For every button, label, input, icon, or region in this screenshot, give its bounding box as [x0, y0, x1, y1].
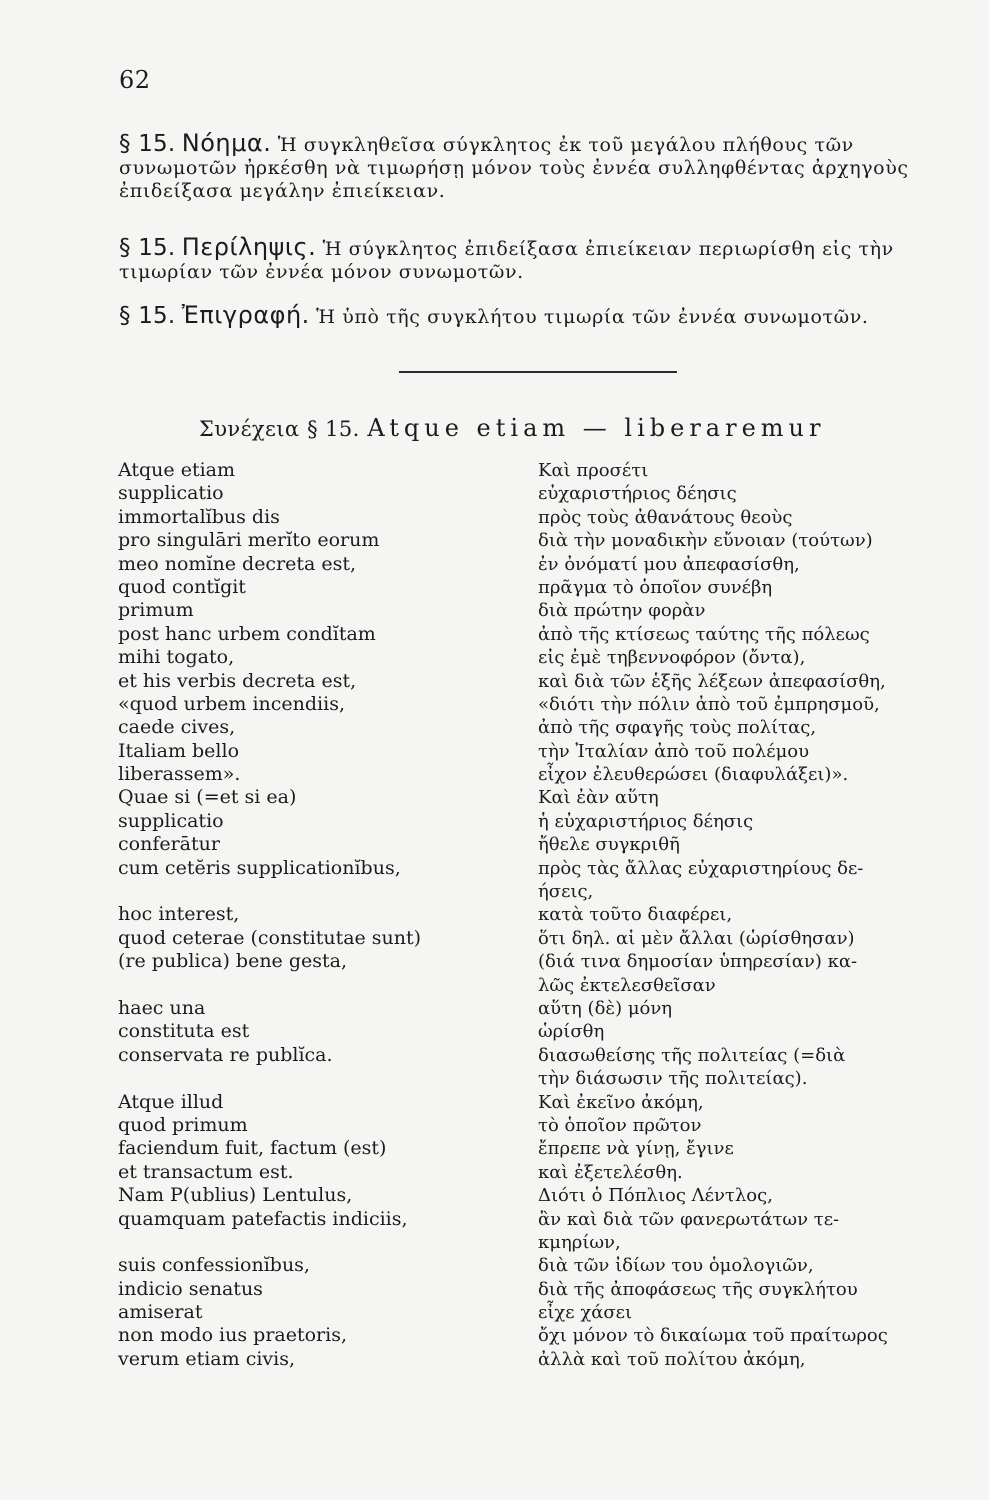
latin-line: primum	[118, 599, 194, 622]
latin-line: conferātur	[118, 833, 220, 856]
greek-line: ἤθελε συγκριθῆ	[538, 834, 680, 856]
page-number: 62	[119, 66, 151, 94]
greek-line: καὶ ἐξετελέσθη.	[538, 1161, 683, 1183]
summary-meaning	[119, 129, 959, 203]
greek-line: ἂν καὶ διὰ τῶν φανερωτάτων τε-	[538, 1208, 840, 1230]
greek-line: Καὶ ἐὰν αὕτη	[538, 787, 659, 809]
summary-line: ἐπιδείξασα μεγάλην ἐπιείκειαν.	[119, 180, 446, 202]
greek-line: (διά τινα δημοσίαν ὑπηρεσίαν) κα-	[538, 951, 858, 973]
latin-line: supplicatio	[118, 809, 224, 832]
greek-line: αὕτη (δὲ) μόνη	[538, 997, 673, 1019]
greek-line: πρὸς τὰς ἄλλας εὐχαριστηρίους δε-	[538, 857, 864, 879]
latin-line: pro singulāri merĭto eorum	[118, 529, 380, 552]
latin-line: supplicatio	[118, 482, 224, 505]
greek-line: ἀλλὰ καὶ τοῦ πολίτου ἀκόμη,	[538, 1348, 806, 1370]
section-number: § 15.	[119, 303, 176, 329]
greek-translation-column	[538, 459, 968, 1371]
section-number: § 15.	[119, 235, 176, 261]
greek-line: Καὶ ἐκεῖνο ἀκόμη,	[538, 1091, 704, 1113]
greek-line: ἡ εὐχαριστήριος δέησις	[538, 810, 754, 832]
latin-line: cum cetĕris supplicationĭbus,	[118, 856, 401, 879]
greek-line: ἀπὸ τῆς σφαγῆς τοὺς πολίτας,	[538, 717, 817, 739]
greek-line: Διότι ὁ Πόπλιος Λέντλος,	[538, 1185, 773, 1207]
greek-line: ὡρίσθη	[538, 1021, 605, 1043]
latin-line: post hanc urbem condĭtam	[118, 622, 376, 645]
summary-text: Ἡ συγκληθεῖσα σύγκλητος ἐκ τοῦ μεγάλου πλήθους τῶν	[277, 134, 854, 156]
greek-line: ὅτι δηλ. αἱ μὲν ἄλλαι (ὡρίσθησαν)	[538, 927, 855, 949]
latin-line: et transactum est.	[118, 1160, 294, 1183]
latin-line: conservata re publĭca.	[118, 1043, 333, 1066]
greek-line: «διότι τὴν πόλιν ἀπὸ τοῦ ἐμπρησμοῦ,	[538, 693, 880, 715]
greek-line: κμηρίων,	[538, 1231, 621, 1253]
section-number: § 15.	[119, 131, 176, 157]
continuation-heading	[199, 414, 959, 442]
greek-line: διὰ τὴν μοναδικὴν εὔνοιαν (τούτων)	[538, 530, 873, 552]
summary-line: τιμωρίαν τῶν ἐννέα μόνον συνωμοτῶν.	[119, 261, 524, 283]
greek-line: εἰς ἐμὲ τηβεννοφόρον (ὄντα),	[538, 647, 806, 669]
heading-phrase: Atque etiam — liberaremur	[367, 414, 826, 442]
greek-line: πρᾶγμα τὸ ὁποῖον συνέβη	[538, 576, 773, 598]
latin-line: liberassem».	[118, 763, 241, 786]
latin-line	[118, 1231, 518, 1254]
greek-line: ἔπρεπε νὰ γίνῃ, ἔγινε	[538, 1138, 734, 1160]
section-divider	[399, 371, 677, 373]
greek-line: ήσεις,	[538, 881, 594, 903]
latin-line: quamquam patefactis indiciis,	[118, 1207, 408, 1230]
greek-line: Καὶ προσέτι	[538, 460, 649, 481]
greek-line: εὐχαριστήριος δέησις	[538, 483, 737, 505]
summary-synopsis	[119, 233, 959, 284]
greek-line: τὴν Ἰταλίαν ἀπὸ τοῦ πολέμου	[538, 740, 810, 762]
latin-line: verum etiam civis,	[118, 1347, 296, 1370]
greek-line: διὰ τῶν ἰδίων του ὁμολογιῶν,	[538, 1255, 814, 1277]
greek-line: τὸ ὁποῖον πρῶτον	[538, 1114, 702, 1136]
latin-line: Atque illud	[118, 1090, 224, 1113]
latin-line: immortalĭbus dis	[118, 505, 280, 528]
greek-line: πρὸς τοὺς ἀθανάτους θεοὺς	[538, 506, 793, 528]
greek-line: ἐν ὀνόματί μου ἀπεφασίσθη,	[538, 553, 800, 575]
greek-line: καὶ διὰ τῶν ἑξῆς λέξεων ἀπεφασίσθη,	[538, 670, 886, 692]
latin-line: Nam P(ublius) Lentulus,	[118, 1184, 353, 1207]
summary-line: συνωμοτῶν ἠρκέσθη νὰ τιμωρήσῃ μόνον τοὺς ἐννέα συλληφθέντας ἀρχηγοὺς	[119, 157, 909, 179]
summary-title: Νόημα.	[181, 129, 272, 157]
latin-line: mihi togato,	[118, 646, 235, 669]
summary-title: Ἐπιγραφή.	[181, 301, 310, 329]
latin-line: non modo ius praetoris,	[118, 1324, 347, 1347]
latin-line: suis confessionĭbus,	[118, 1254, 310, 1277]
latin-text-column	[118, 459, 518, 1371]
latin-line: (re publica) bene gesta,	[118, 950, 348, 973]
latin-line: constituta est	[118, 1020, 250, 1043]
greek-line: εἶχον ἐλευθερώσει (διαφυλάξει)».	[538, 764, 849, 786]
latin-line: quod ceterae (constitutae sunt)	[118, 926, 422, 949]
greek-line: διὰ τῆς ἀποφάσεως τῆς συγκλήτου	[538, 1278, 858, 1300]
heading-label: Συνέχεια	[199, 417, 300, 441]
greek-line: λῶς ἐκτελεσθεῖσαν	[538, 974, 716, 996]
latin-line: «quod urbem incendiis,	[118, 692, 345, 715]
latin-line: meo nomĭne decreta est,	[118, 552, 357, 575]
greek-line: διασωθείσης τῆς πολιτείας (=διὰ	[538, 1044, 846, 1066]
summary-title: Περίληψις.	[181, 233, 317, 261]
latin-line: Atque etiam	[118, 459, 236, 481]
latin-line: indicio senatus	[118, 1277, 263, 1300]
latin-line: haec una	[118, 996, 206, 1019]
latin-line: caede cives,	[118, 716, 236, 739]
latin-line: et his verbis decreta est,	[118, 669, 357, 692]
greek-line: εἶχε χάσει	[538, 1302, 633, 1324]
latin-line	[118, 1067, 518, 1090]
greek-line: ὄχι μόνον τὸ δικαίωμα τοῦ πραίτωρος	[538, 1325, 888, 1347]
greek-line: διὰ πρώτην φορὰν	[538, 600, 706, 622]
summary-text: Ἡ ὑπὸ τῆς συγκλήτου τιμωρία τῶν ἐννέα συνωμοτῶν.	[316, 306, 869, 328]
latin-line: quod contĭgit	[118, 575, 246, 598]
greek-line: ἀπὸ τῆς κτίσεως ταύτης τῆς πόλεως	[538, 623, 870, 645]
latin-line: hoc interest,	[118, 903, 240, 926]
latin-line: quod primum	[118, 1113, 248, 1136]
latin-line	[118, 880, 518, 903]
latin-line: faciendum fuit, factum (est)	[118, 1137, 387, 1160]
summary-epigraph	[119, 301, 959, 329]
latin-line: Quae si (=et si ea)	[118, 786, 297, 809]
greek-line: κατὰ τοῦτο διαφέρει,	[538, 904, 733, 926]
latin-line: amiserat	[118, 1301, 203, 1324]
latin-line: Italiam bello	[118, 739, 240, 762]
summary-text: Ἡ σύγκλητος ἐπιδείξασα ἐπιείκειαν περιωρίσθη εἰς τὴν	[322, 238, 894, 260]
latin-line	[118, 974, 518, 997]
heading-section: § 15.	[307, 417, 360, 441]
greek-line: τὴν διάσωσιν τῆς πολιτείας).	[538, 1068, 808, 1090]
